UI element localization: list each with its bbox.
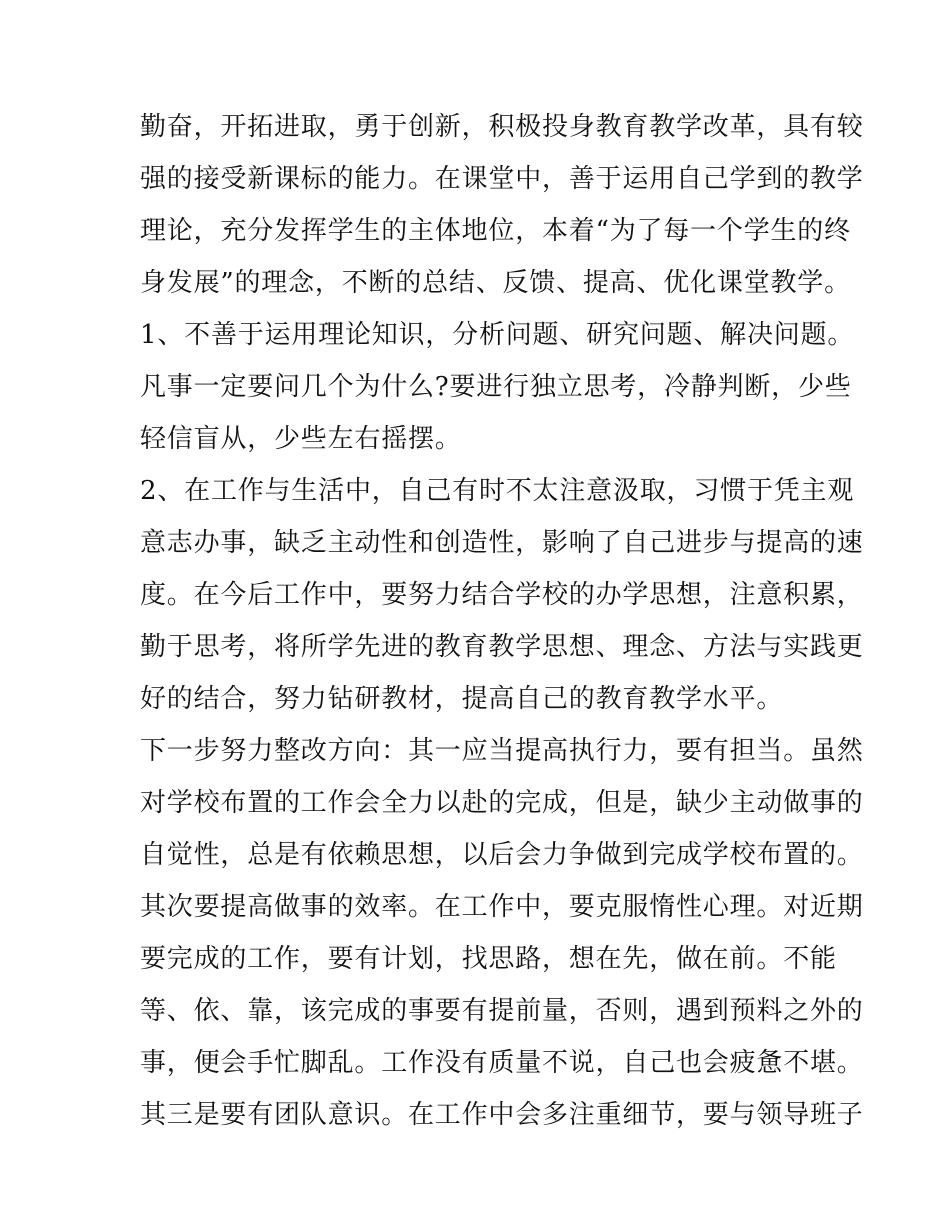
text-line: 1、不善于运用理论知识，分析问题、研究问题、解决问题。 xyxy=(140,320,855,350)
text-line: 勤于思考，将所学先进的教育教学思想、理念、方法与实践更 xyxy=(140,632,864,662)
text-line: 要完成的工作，要有计划，找思路，想在先，做在前。不能 xyxy=(140,944,837,974)
text-line: 等、依、靠，该完成的事要有提前量，否则，遇到预料之外的 xyxy=(140,996,864,1026)
text-line: 身发展”的理念，不断的总结、反馈、提高、优化课堂教学。 xyxy=(140,268,851,298)
text-line: 意志办事，缺乏主动性和创造性，影响了自己进步与提高的速 xyxy=(140,528,864,558)
text-line: 理论，充分发挥学生的主体地位，本着“为了每一个学生的终 xyxy=(140,216,851,246)
text-line: 度。在今后工作中，要努力结合学校的办学思想，注意积累， xyxy=(140,580,864,610)
text-line: 其三是要有团队意识。在工作中会多注重细节，要与领导班子 xyxy=(140,1100,864,1130)
text-line: 自觉性，总是有依赖思想，以后会力争做到完成学校布置的。 xyxy=(140,840,864,870)
text-line: 好的结合，努力钻研教材，提高自己的教育教学水平。 xyxy=(140,684,784,714)
text-line: 事，便会手忙脚乱。工作没有质量不说，自己也会疲惫不堪。 xyxy=(140,1048,864,1078)
text-line: 对学校布置的工作会全力以赴的完成，但是，缺少主动做事的 xyxy=(140,788,864,818)
text-line: 勤奋，开拓进取，勇于创新，积极投身教育教学改革，具有较 xyxy=(140,112,864,142)
text-line: 其次要提高做事的效率。在工作中，要克服惰性心理。对近期 xyxy=(140,892,864,922)
text-line: 凡事一定要问几个为什么?要进行独立思考，冷静判断，少些 xyxy=(140,372,852,402)
text-line: 强的接受新课标的能力。在课堂中，善于运用自己学到的教学 xyxy=(140,164,864,194)
text-line: 2、在工作与生活中，自己有时不太注意汲取，习惯于凭主观 xyxy=(140,476,855,506)
text-line: 下一步努力整改方向：其一应当提高执行力，要有担当。虽然 xyxy=(140,736,864,766)
text-line: 轻信盲从，少些左右摇摆。 xyxy=(140,424,462,454)
